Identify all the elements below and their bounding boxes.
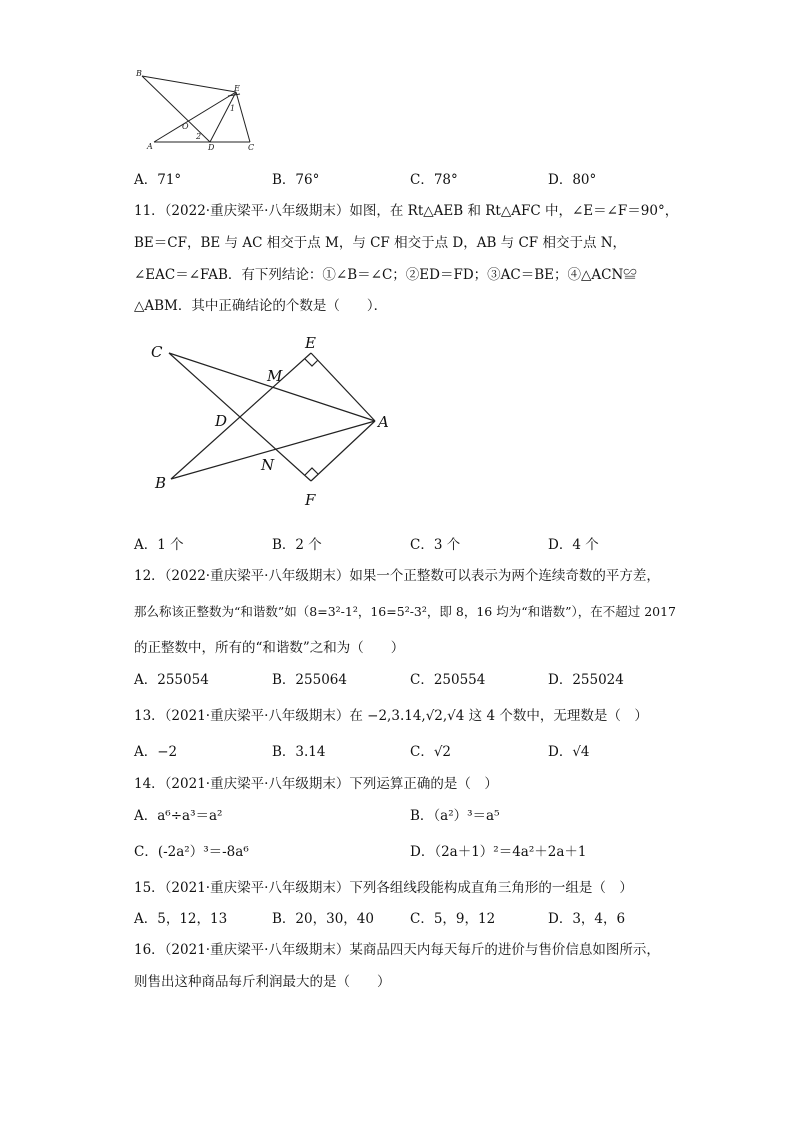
q15-option-b[interactable]: B．20，30，40: [272, 911, 374, 927]
q15-stem-line1: 15．（2021·重庆梁平·八年级期末）下列各组线段能构成直角三角形的一组是（ ）: [134, 880, 633, 896]
fig10-label-B: B: [136, 69, 142, 78]
fig11-label-N: N: [261, 456, 275, 474]
q11-option-c[interactable]: C．3 个: [410, 537, 461, 553]
fig10-label-E: E: [234, 84, 240, 93]
fig11-label-F: F: [305, 491, 316, 509]
q10-figure: [130, 66, 260, 156]
q12-option-d[interactable]: D．255024: [548, 672, 624, 688]
q11-figure: [145, 333, 405, 513]
q10-option-c[interactable]: C．78°: [410, 172, 458, 188]
q13-option-a[interactable]: A．−2: [134, 744, 178, 760]
fig11-right-angle-E: [305, 359, 318, 366]
fig11-label-C: C: [151, 343, 163, 361]
q11-option-b[interactable]: B．2 个: [272, 537, 322, 553]
fig11-right-angle-F: [305, 468, 318, 475]
fig11-line-BE: [171, 353, 311, 479]
q12-option-c[interactable]: C．250554: [410, 672, 486, 688]
fig10-line-EC: [236, 92, 250, 142]
q14-option-c[interactable]: C．(-2a²）³＝-8a⁶: [134, 844, 249, 860]
fig10-label-C: C: [248, 143, 255, 152]
q14-stem-line1: 14．（2021·重庆梁平·八年级期末）下列运算正确的是（ ）: [134, 776, 498, 792]
q13-stem-line1: 13．（2021·重庆梁平·八年级期末）在 −2,3.14,√2,√4 这 4 个数中，无理数是（ ）: [134, 708, 648, 724]
q12-option-b[interactable]: B．255064: [272, 672, 347, 688]
q11-stem-line1: 11．（2022·重庆梁平·八年级期末）如图，在 Rt△AEB 和 Rt△AFC 中，∠E＝∠F＝90°，: [134, 203, 679, 219]
q12-stem-line3: 的正整数中，所有的“和谐数”之和为（ ）: [134, 640, 405, 656]
q12-stem-line1: 12．（2022·重庆梁平·八年级期末）如果一个正整数可以表示为两个连续奇数的平方差，: [134, 568, 660, 584]
fig10-label-D: D: [208, 143, 215, 152]
q10-option-b[interactable]: B．76°: [272, 172, 320, 188]
fig11-label-M: M: [267, 367, 283, 385]
fig11-label-D: D: [215, 412, 228, 430]
q14-option-a[interactable]: A．a⁶÷a³＝a²: [134, 808, 223, 824]
fig10-label-2: 2: [196, 132, 202, 141]
q11-option-a[interactable]: A．1 个: [134, 537, 184, 553]
q15-option-d[interactable]: D．3，4，6: [548, 911, 626, 927]
q11-stem-line3: ∠EAC＝∠FAB．有下列结论：①∠B＝∠C；②ED＝FD；③AC＝BE；④△ACN≌: [134, 267, 637, 283]
fig10-label-O: O: [182, 122, 189, 131]
q16-stem-line2: 则售出这种商品每斤利润最大的是（ ）: [134, 974, 391, 990]
q11-option-d[interactable]: D．4 个: [548, 537, 599, 553]
q14-option-b[interactable]: B．（a²）³＝a⁵: [410, 808, 500, 824]
fig10-label-A: A: [147, 142, 153, 151]
q10-option-a[interactable]: A．71°: [134, 172, 182, 188]
q16-stem-line1: 16．（2021·重庆梁平·八年级期末）某商品四天内每天每斤的进价与售价信息如图所示，: [134, 942, 660, 958]
q13-option-d[interactable]: D．√4: [548, 744, 590, 760]
q15-option-a[interactable]: A．5，12，13: [134, 911, 228, 927]
fig11-label-A: A: [378, 413, 389, 431]
fig11-label-B: B: [155, 474, 167, 492]
q12-stem-line2: 那么称该正整数为“和谐数”如（8=3²-1²，16=5²-3²，即 8，16 均为“和谐数”），在不超过 2017: [134, 604, 677, 619]
fig10-label-1: 1: [230, 104, 236, 113]
fig11-line-CA: [169, 353, 375, 421]
q12-option-a[interactable]: A．255054: [134, 672, 209, 688]
q14-option-d[interactable]: D．（2a＋1）²＝4a²＋2a＋1: [410, 844, 587, 860]
fig11-label-E: E: [305, 334, 316, 352]
q15-option-c[interactable]: C．5，9，12: [410, 911, 496, 927]
q11-stem-line2: BE＝CF，BE 与 AC 相交于点 M，与 CF 相交于点 D，AB 与 CF 相交于点 N，: [134, 235, 627, 251]
q10-option-d[interactable]: D．80°: [548, 172, 597, 188]
q13-option-b[interactable]: B．3.14: [272, 744, 326, 760]
q13-option-c[interactable]: C．√2: [410, 744, 452, 760]
q11-stem-line4: △ABM．其中正确结论的个数是（ ）．: [134, 298, 388, 314]
